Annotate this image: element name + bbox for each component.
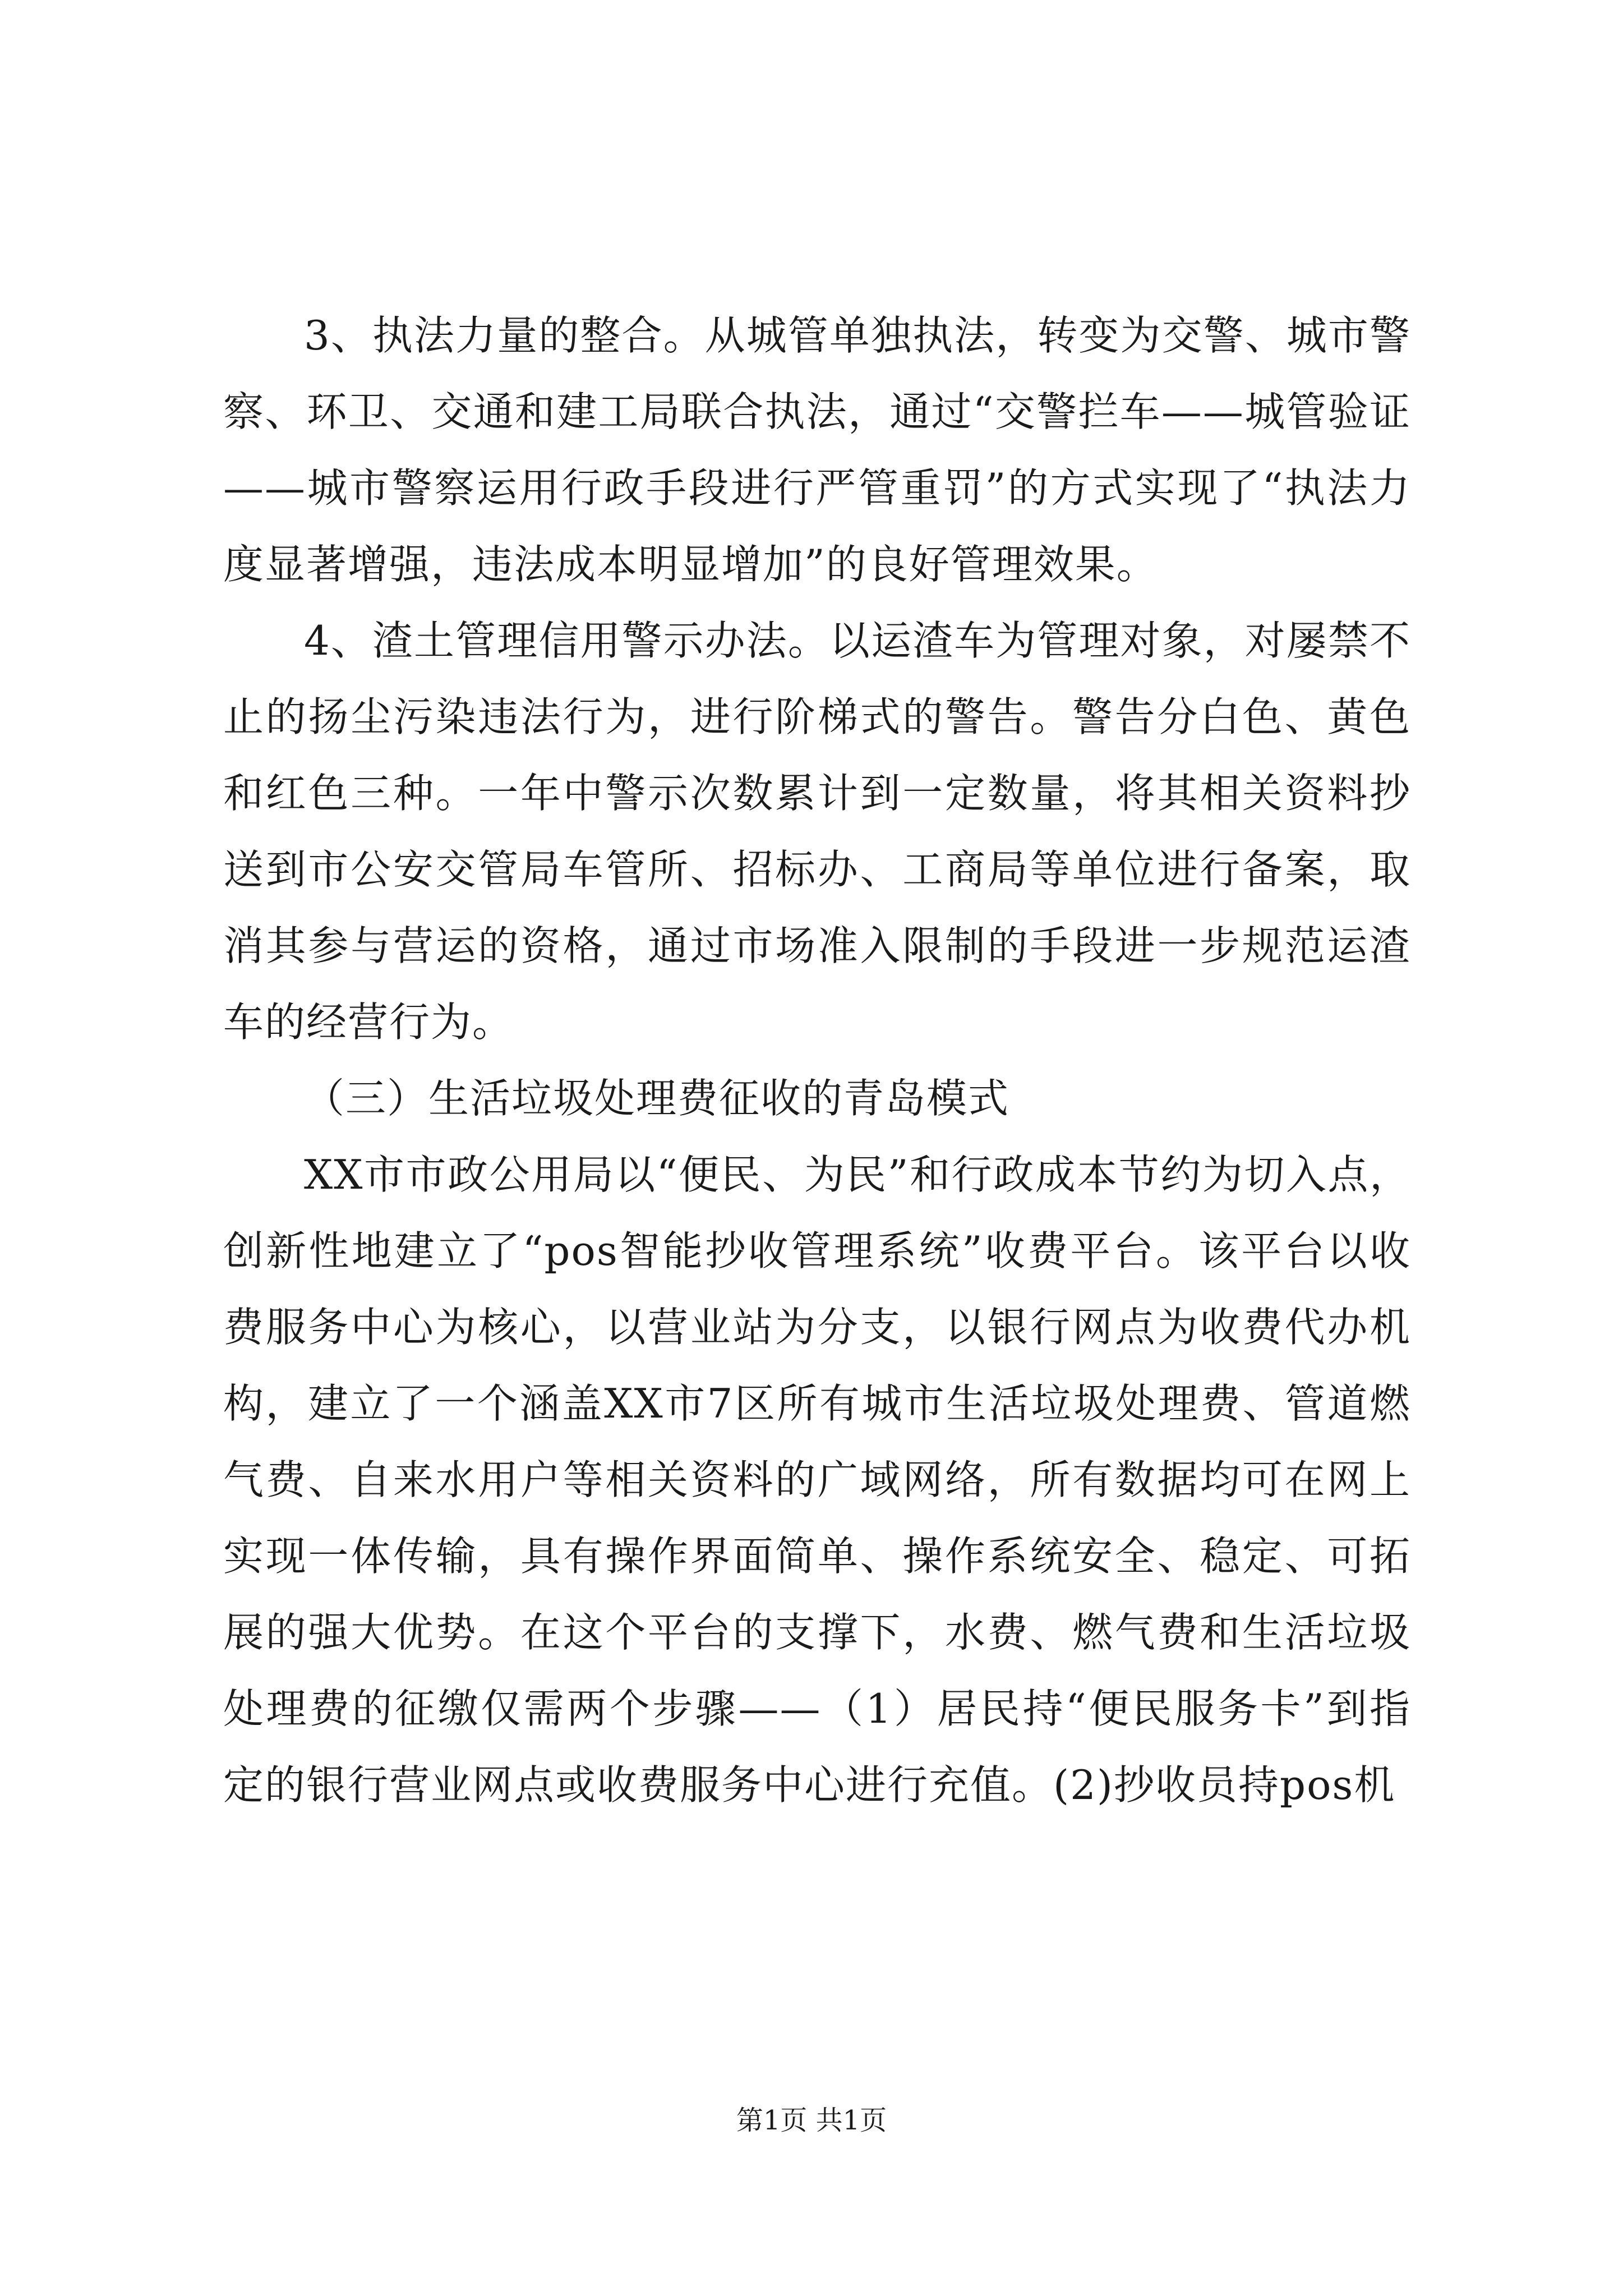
page-footer: 第1页 共1页 xyxy=(736,2105,887,2136)
paragraph-pos-system: XX市市政公用局以“便民、为民”和行政成本节约为切入点，创新性地建立了“pos智能抄收管理系统”收费平台。该平台以收费服务中心为核心，以营业站为分支，以银行网点为收费代办机构，建立了一个涵盖XX市7区所有城市生活垃圾处理费、管道燃气费、自来水用户等相关资料的广域网络，所有数据均可在网上实现一体传输，具有操作界面简单、操作系统安全、稳定、可拓展的强大优势。在这个平台的支撑下，水费、燃气费和生活垃圾处理费的征缴仅需两个步骤——（1）居民持“便民服务卡”到指定的银行营业网点或收费服务中心进行充值。(2)抄收员持pos机 xyxy=(223,1151,1411,1809)
section-heading-qingdao-model: （三）生活垃圾处理费征收的青岛模式 xyxy=(304,1075,1010,1122)
document-body xyxy=(223,297,1411,1823)
paragraph-enforcement-integration: 3、执法力量的整合。从城管单独执法，转变为交警、城市警察、环卫、交通和建工局联合执法，通过“交警拦车——城管验证——城市警察运用行政手段进行严管重罚”的方式实现了“执法力度显著增强，违法成本明显增加”的良好管理效果。 xyxy=(223,312,1411,588)
paragraph-muck-credit-warning: 4、渣土管理信用警示办法。以运渣车为管理对象，对屡禁不止的扬尘污染违法行为，进行阶梯式的警告。警告分白色、黄色和红色三种。一年中警示次数累计到一定数量，将其相关资料抄送到市公安交管局车管所、招标办、工商局等单位进行备案，取消其参与营运的资格，通过市场准入限制的手段进一步规范运渣车的经营行为。 xyxy=(223,617,1411,1046)
